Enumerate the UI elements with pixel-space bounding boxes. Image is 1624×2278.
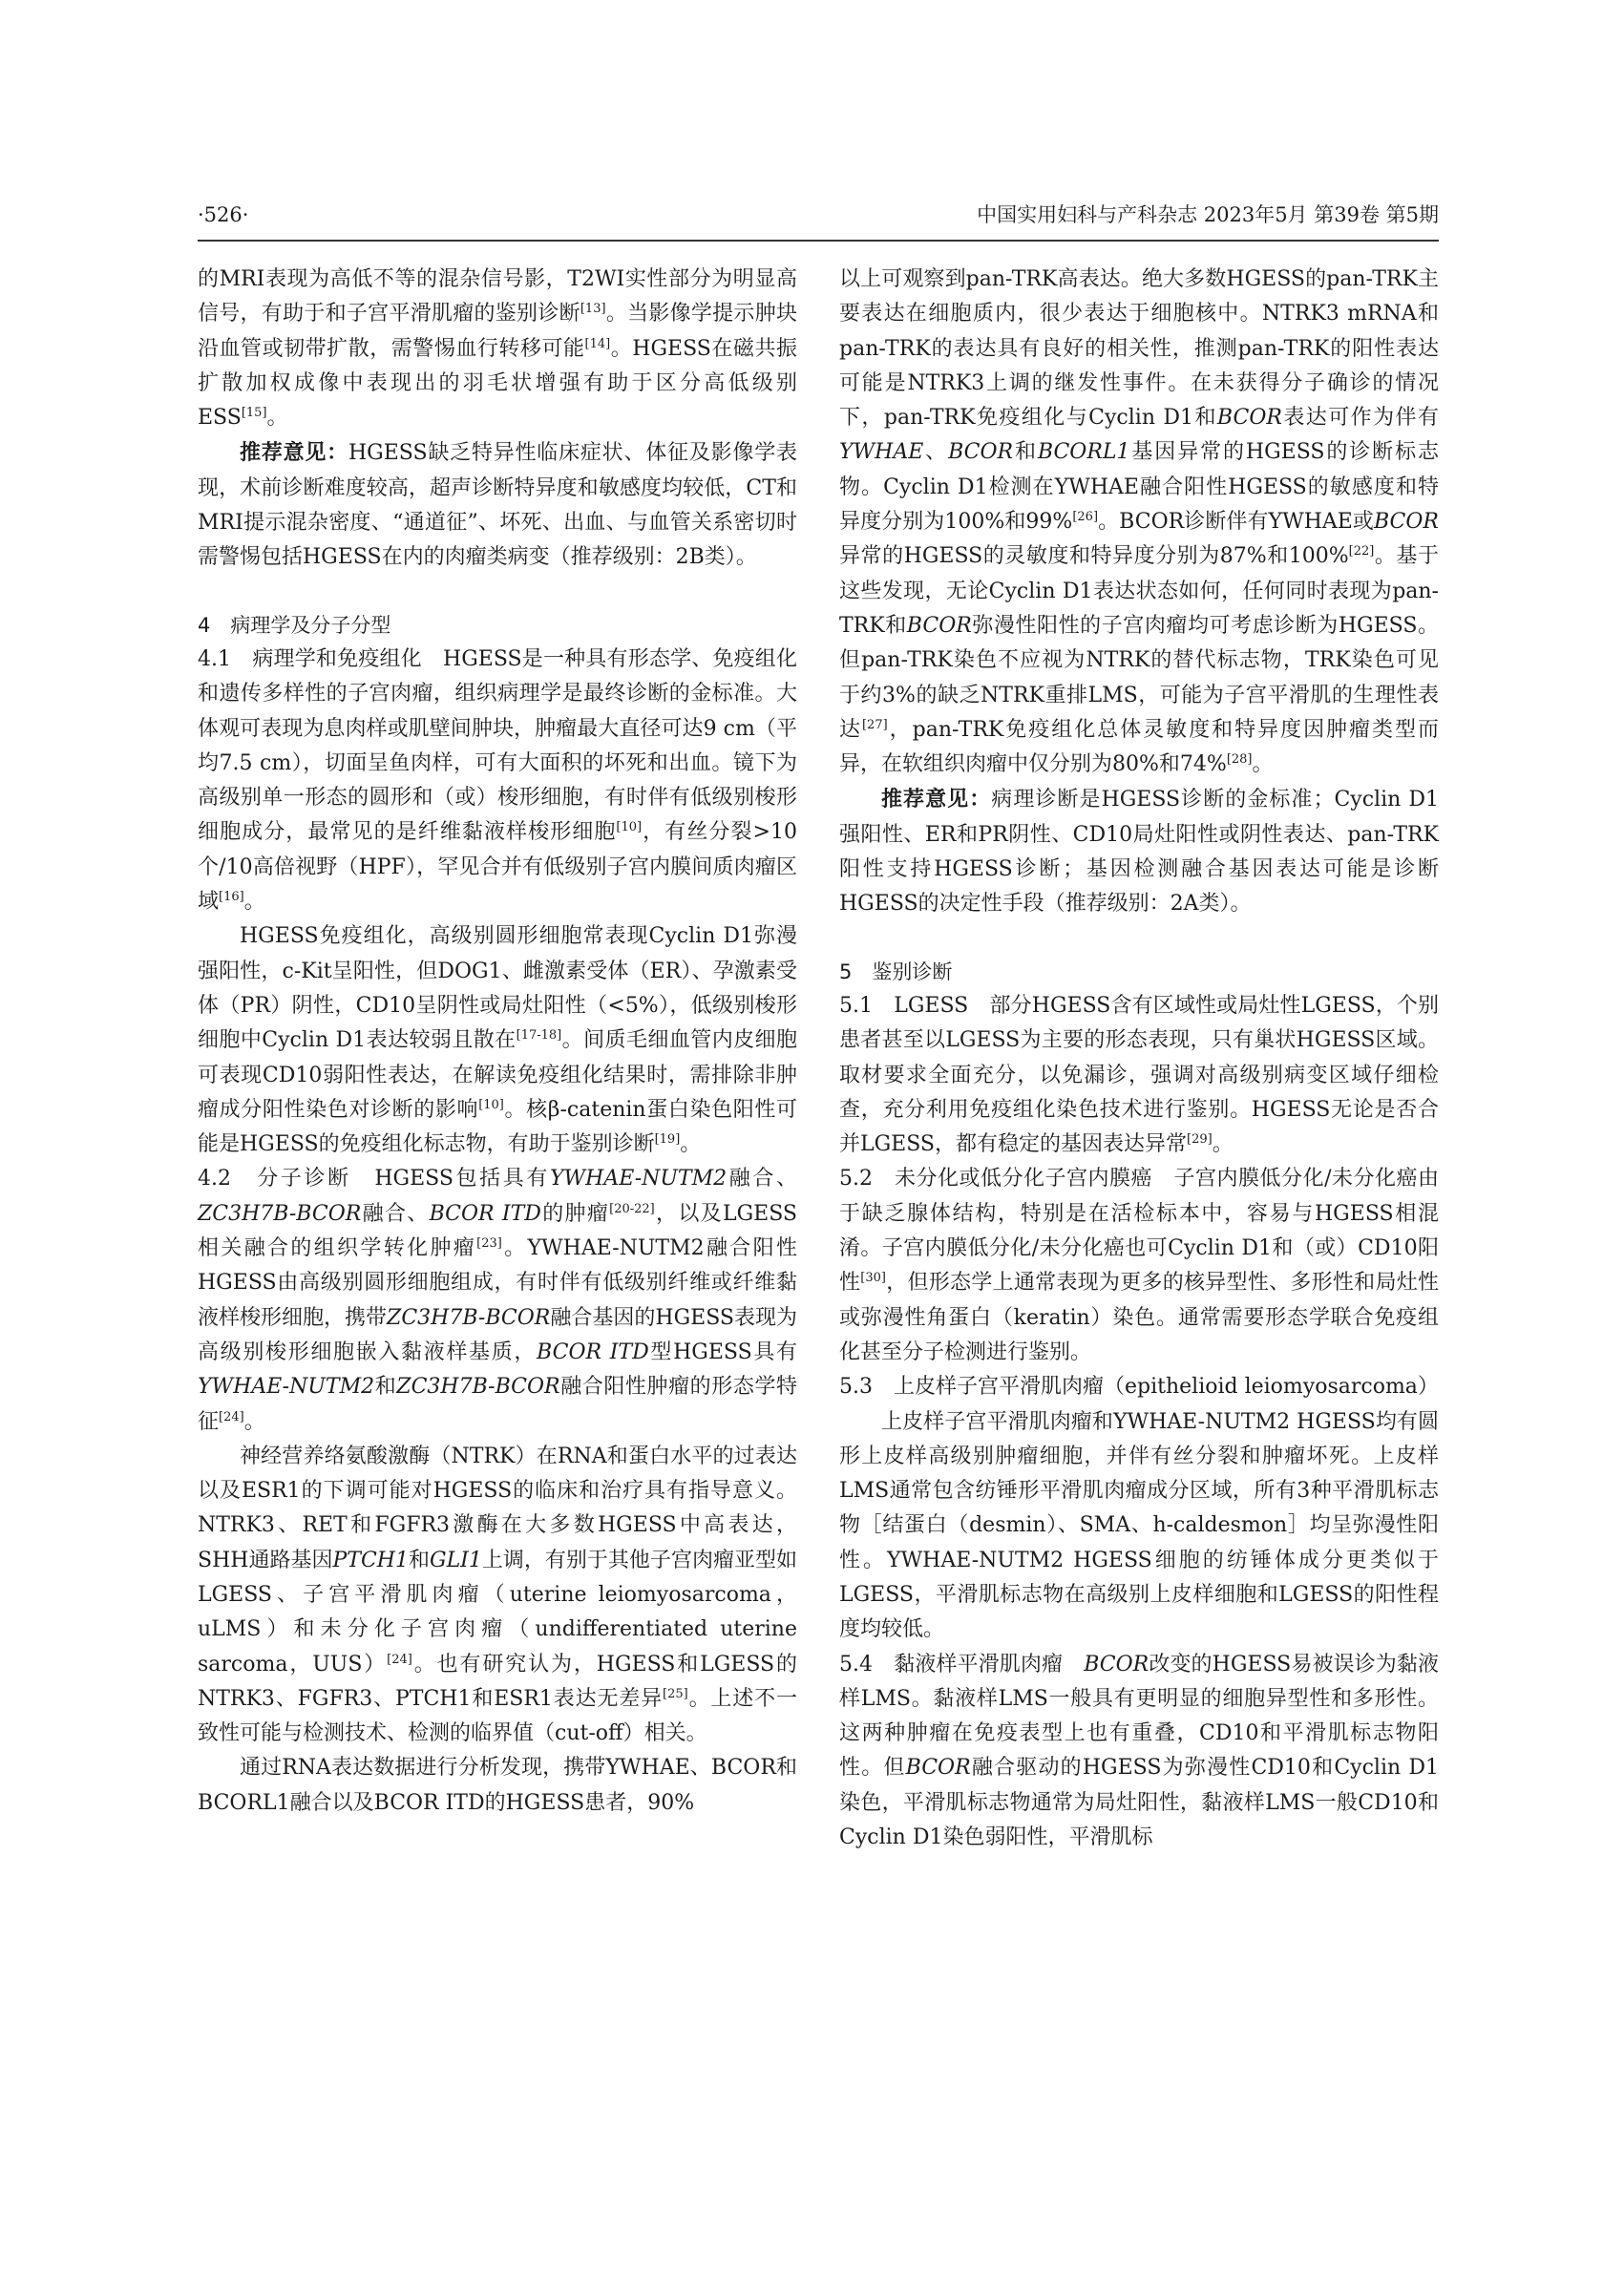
right-column <box>839 263 1439 1855</box>
paragraph-rna-analysis: 通过RNA表达数据进行分析发现，携带YWHAE、BCOR和BCORL1融合以及BCOR ITD的HGESS患者，90% <box>198 1756 797 1815</box>
paragraph-4-1: 4.1 病理学和免疫组化 HGESS是一种具有形态学、免疫组化和遗传多样性的子宫肉瘤，组织病理学是最终诊断的金标准。大体观可表现为息肉样或肌壁间肿块，肿瘤最大直径可达9 cm（平均7.5 cm），切面呈鱼肉样，可有大面积的坏死和出血。镜下为高级别单一形态的圆形和（或）梭形细胞，有时伴有低级别梭形细胞成分，最常见的是纤维黏液样梭形细胞[10]，有丝分裂>10个/10高倍视野（HPF），罕见合并有低级别子宫内膜间质肉瘤区域[16]。 <box>198 646 797 915</box>
header-rule <box>198 240 1439 242</box>
page-number: ·526· <box>198 203 249 226</box>
paragraph-immunohistochemistry: HGESS免疫组化，高级别圆形细胞常表现Cyclin D1弥漫强阳性，c-Kit呈阳性，但DOG1、雌激素受体（ER）、孕激素受体（PR）阴性，CD10呈阴性或局灶阳性（<5%），低级别梭形细胞中Cyclin D1表达较弱且散在[17-18]。间质毛细血管内皮细胞可表现CD10弱阳性表达，在解读免疫组化结果时，需排除非肿瘤成分阳性染色对诊断的影响[10]。核β-catenin蛋白染色阳性可能是HGESS的免疫组化标志物，有助于鉴别诊断[19]。 <box>198 924 797 1157</box>
section-heading-4: 4 病理学及分子分型 <box>198 613 391 637</box>
running-header <box>198 196 1439 234</box>
left-column <box>198 263 797 1821</box>
journal-citation: 中国实用妇科与产科杂志 2023年5月 第39卷 第5期 <box>977 203 1439 226</box>
paragraph-mri: 的MRI表现为高低不等的混杂信号影，T2WI实性部分为明显高信号，有助于和子宫平滑肌瘤的鉴别诊断[13]。当影像学提示肿块沿血管或韧带扩散，需警惕血行转移可能[14]。HGESS在磁共振扩散加权成像中表现出的羽毛状增强有助于区分高低级别ESS[15]。 <box>198 267 797 431</box>
paragraph-4-2: 4.2 分子诊断 HGESS包括具有YWHAE-NUTM2融合、ZC3H7B-BCOR融合、BCOR ITD的肿瘤[20-22]，以及LGESS相关融合的组织学转化肿瘤[23]。YWHAE-NUTM2融合阳性HGESS由高级别圆形细胞组成，有时伴有低级别纤维或纤维黏液样梭形细胞，携带ZC3H7B-BCOR融合基因的HGESS表现为高级别梭形细胞嵌入黏液样基质，BCOR ITD型HGESS具有YWHAE-NUTM2和ZC3H7B-BCOR融合阳性肿瘤的形态学特征[24]。 <box>198 1167 797 1434</box>
paragraph-5-1: 5.1 LGESS 部分HGESS含有区域性或局灶性LGESS，个别患者甚至以LGESS为主要的形态表现，只有巢状HGESS区域。取材要求全面充分，以免漏诊，强调对高级别病变区域仔细检查，充分利用免疫组化染色技术进行鉴别。HGESS无论是否合并LGESS，都有稳定的基因表达异常[29]。 <box>839 993 1439 1157</box>
paragraph-ntrk: 神经营养络氨酸激酶（NTRK）在RNA和蛋白水平的过表达以及ESR1的下调可能对HGESS的临床和治疗具有指导意义。NTRK3、RET和FGFR3激酶在大多数HGESS中高表达，SHH通路基因PTCH1和GLI1上调，有别于其他子宫肉瘤亚型如LGESS、子宫平滑肌肉瘤（uterine leiomyosarcoma，uLMS）和未分化子宫肉瘤（undifferentiated uterine sarcoma，UUS）[24]。也有研究认为，HGESS和LGESS的NTRK3、FGFR3、PTCH1和ESR1表达无差异[25]。上述不一致性可能与检测技术、检测的临界值（cut-off）相关。 <box>198 1444 798 1746</box>
paragraph-5-3: 上皮样子宫平滑肌肉瘤和YWHAE-NUTM2 HGESS均有圆形上皮样高级别肿瘤细胞，并伴有丝分裂和肿瘤坏死。上皮样LMS通常包含纺锤形平滑肌肉瘤成分区域，所有3种平滑肌标志物［结蛋白（desmin）、SMA、h-caldesmon］均呈弥漫性阳性。YWHAE-NUTM2 HGESS细胞的纺锤体成分更类似于LGESS，平滑肌标志物在高级别上皮样细胞和LGESS的阳性程度均较低。 <box>839 1409 1439 1642</box>
subheading-5-3: 5.3 上皮样子宫平滑肌肉瘤（epithelioid leiomyosarcoma） <box>839 1375 1439 1400</box>
recommendation-imaging: 推荐意见：HGESS缺乏特异性临床症状、体征及影像学表现，术前诊断难度较高，超声诊断特异度和敏感度均较低，CT和MRI提示混杂密度、“通道征”、坏死、出血、与血管关系密切时需警惕包括HGESS在内的肉瘤类病变（推荐级别：2B类）。 <box>198 440 797 570</box>
paragraph-pan-trk: 以上可观察到pan-TRK高表达。绝大多数HGESS的pan-TRK主要表达在细胞质内，很少表达于细胞核中。NTRK3 mRNA和pan-TRK的表达具有良好的相关性，推测pan-TRK的阳性表达可能是NTRK3上调的继发性事件。在未获得分子确诊的情况下，pan-TRK免疫组化与Cyclin D1和BCOR表达可作为伴有YWHAE、BCOR和BCORL1基因异常的HGESS的诊断标志物。Cyclin D1检测在YWHAE融合阳性HGESS的敏感度和特异度分别为100%和99%[26]。BCOR诊断伴有YWHAE或BCOR异常的HGESS的灵敏度和特异度分别为87%和100%[22]。基于这些发现，无论Cyclin D1表达状态如何，任何同时表现为pan-TRK和BCOR弥漫性阳性的子宫肉瘤均可考虑诊断为HGESS。但pan-TRK染色不应视为NTRK的替代标志物，TRK染色可见于约3%的缺乏NTRK重排LMS，可能为子宫平滑肌的生理性表达[27]，pan-TRK免疫组化总体灵敏度和特异度因肿瘤类型而异，在软组织肉瘤中仅分别为80%和74%[28]。 <box>839 267 1439 777</box>
paragraph-5-4: 5.4 黏液样平滑肌肉瘤 BCOR改变的HGESS易被误诊为黏液样LMS。黏液样LMS一般具有更明显的细胞异型性和多形性。这两种肿瘤在免疫表型上也有重叠，CD10和平滑肌标志物阳性。但BCOR融合驱动的HGESS为弥漫性CD10和Cyclin D1染色，平滑肌标志物通常为局灶阳性，黏液样LMS一般CD10和Cyclin D1染色弱阳性，平滑肌标 <box>839 1652 1439 1850</box>
recommendation-pathology: 推荐意见：病理诊断是HGESS诊断的金标准；Cyclin D1强阳性、ER和PR阴性、CD10局灶阳性或阴性表达、pan-TRK阳性支持HGESS诊断；基因检测融合基因表达可能是诊断HGESS的决定性手段（推荐级别：2A类）。 <box>839 787 1439 917</box>
section-heading-5: 5 鉴别诊断 <box>839 960 953 983</box>
paragraph-5-2: 5.2 未分化或低分化子宫内膜癌 子宫内膜低分化/未分化癌由于缺乏腺体结构，特别是在活检标本中，容易与HGESS相混淆。子宫内膜低分化/未分化癌也可Cyclin D1和（或）CD10阳性[30]，但形态学上通常表现为更多的核异型性、多形性和局灶性或弥漫性角蛋白（keratin）染色。通常需要形态学联合免疫组化甚至分子检测进行鉴别。 <box>839 1167 1439 1364</box>
